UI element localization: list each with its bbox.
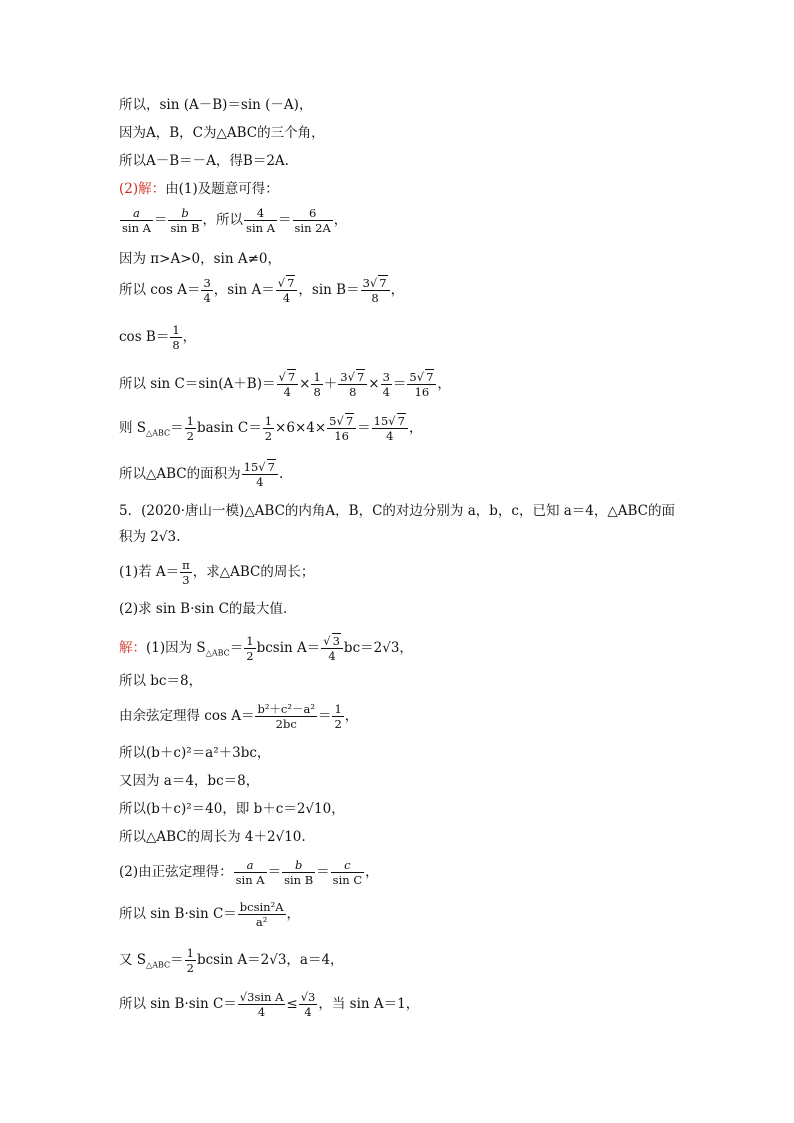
fraction: $\frac{1}{8}$ — [172, 323, 180, 352]
text-line: 所以，sin (A－B)＝sin (－A)， — [119, 97, 313, 113]
answer-label: (2)解： — [119, 181, 166, 197]
text-line: 因为 π>A>0，sin A≠0， — [119, 251, 282, 267]
formula-line: 则 $S_{\triangle ABC}=$ $\frac{1}{2}$ basin C＝ $\frac{1}{2}$ ×6×4× $\frac{5√ 7}{16}$ ＝ $\frac{15√ 7}{4}$ ， — [119, 414, 423, 443]
text-line: 所以△ABC的周长为 4＋2√10. — [119, 829, 306, 845]
fraction: $\frac{4}{\text{sin A}}$ — [246, 206, 275, 235]
text-line: (2)求 sin B·sin C的最大值. — [119, 601, 288, 617]
formula-line: 所以 cos A＝ $\frac{3}{4}$ ，sin A＝ $\frac{√ 7}{4}$ ，sin B＝ $\frac{3√ 7}{8}$ ， — [119, 276, 405, 305]
formula-line: (2)由正弦定理得： $\frac{a}{\text{sin A}}$ ＝ $\frac{b}{\text{sin B}}$ ＝ $\frac{c}{\text{sin C}}$ ， — [119, 858, 379, 887]
text-line: 所以(b＋c)²＝40，即 b＋c＝2√10， — [119, 801, 345, 817]
formula-line: 所以 sin B·sin C＝ $\frac{\text{√3sin A}}{4}$ ≤ $\frac{√3}{4}$ ，当 sin A＝1， — [119, 990, 420, 1019]
formula-line: 所以 sin B·sin C＝ $\frac{\text{bcsin²A}}{\text{a²}}$ ， — [119, 900, 301, 929]
formula-line: 所以△ABC的面积为 $\frac{15√ 7}{4}$ . — [119, 460, 284, 489]
text-line — [119, 180, 279, 198]
text-line: 积为 2√3. — [119, 529, 181, 545]
text-line: 所以 bc＝8， — [119, 673, 203, 689]
fraction: $\frac{√ 7}{4}$ — [276, 276, 298, 305]
formula-line: $\frac{a}{\text{sin A}}$ ＝ $\frac{b}{\text{sin B}}$ ，所以 $\frac{4}{\text{sin A}}$ ＝ $\frac{6}{\sin 2A}$ ， — [122, 206, 348, 235]
problem-5: 5．(2020·唐山一模)△ABC的内角A，B，C的对边分别为 a，b，c，已知 a＝4，△ABC的面 — [119, 503, 676, 519]
text-line: 又因为 a＝4，bc＝8， — [119, 773, 260, 789]
formula-line: 解：(1)因为 $S_{\triangle ABC}=$ $\frac{1}{2}$ bcsin A＝ $\frac{√ 3}{4}$ bc＝2√3， — [119, 634, 413, 663]
formula-line: 又 $S_{\triangle ABC}=$ $\frac{1}{2}$ bcsin A＝2√3，a＝4， — [119, 946, 344, 975]
text-line: 因为A，B，C为△ABC的三个角， — [119, 125, 325, 141]
text-span: 由(1)及题意可得： — [165, 181, 279, 197]
fraction: $\frac{b}{\text{sin B}}$ — [170, 206, 200, 235]
fraction: $\frac{3}{4}$ — [203, 276, 211, 305]
fraction: $\frac{3√ 7}{8}$ — [361, 276, 390, 305]
answer-label: 解： — [119, 640, 146, 656]
formula-line: 所以 sin C＝sin(A＋B)＝ $\frac{√ 7}{4}$ × $\frac{1}{8}$ ＋ $\frac{3√ 7}{8}$ × $\frac{3}{4}$ ＝ $\frac{5√ 7}{16}$ ， — [119, 370, 451, 399]
fraction: $\frac{a}{\text{sin A}}$ — [122, 206, 151, 235]
formula-line: cos B＝ $\frac{1}{8}$ ， — [119, 323, 197, 352]
formula-line: (1)若 A＝ $\frac{\pi}{3}$ ，求△ABC的周长； — [119, 558, 315, 587]
fraction: $\frac{6}{\sin 2A}$ — [294, 206, 331, 235]
text-line: 所以(b＋c)²＝a²＋3bc， — [119, 745, 271, 761]
formula-line: 由余弦定理得 cos A＝ $\frac{\text{b²＋c²－a²}}{2bc}$ ＝ $\frac{1}{2}$ ， — [119, 702, 359, 731]
text-line: 所以A－B＝－A，得B＝2A. — [119, 153, 289, 169]
